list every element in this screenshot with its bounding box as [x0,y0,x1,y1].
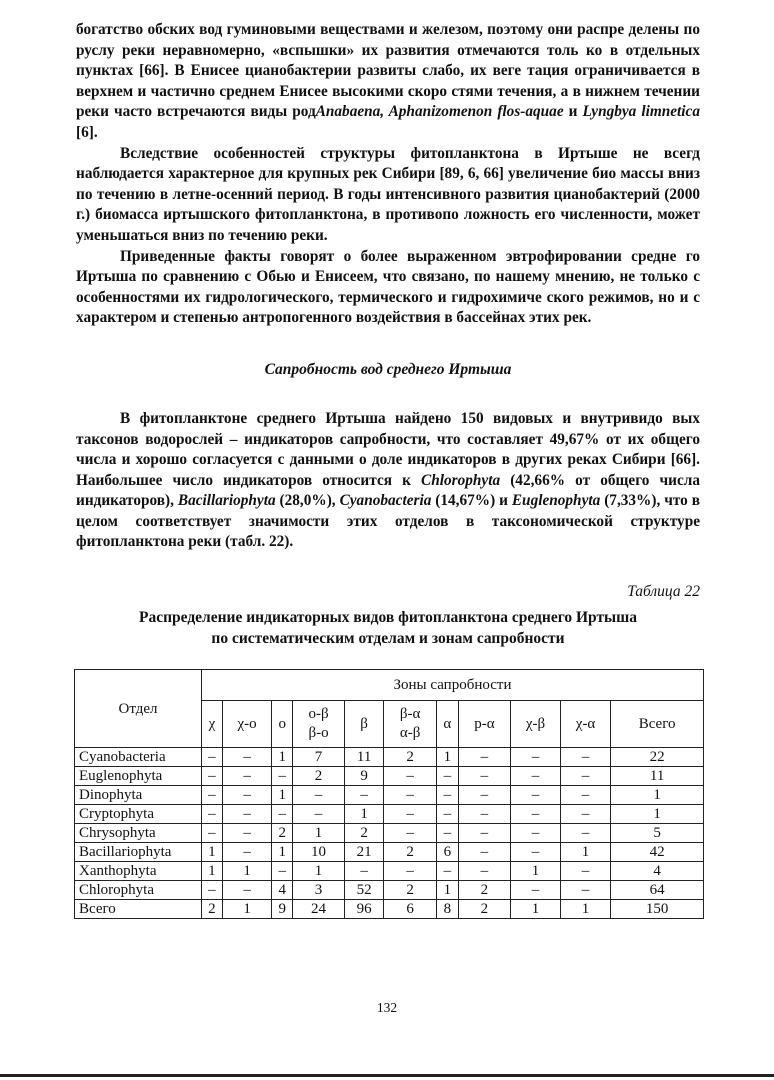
table-cell: – [511,843,561,862]
table-cell: – [222,824,271,843]
division-name-cell: Chrysophyta [75,824,202,843]
table-cell: 11 [344,748,383,767]
division-name-cell: Cyanobacteria [75,748,202,767]
table-row [75,786,704,805]
zone-header-line: о-β [308,706,329,723]
table-cell: – [560,805,610,824]
saprobity-table [74,669,704,919]
table-cell: 1 [344,805,383,824]
table-cell: – [458,824,510,843]
paragraph-4-text: (28,0%), [275,492,340,510]
table-row [75,843,704,862]
table-cell: – [458,786,510,805]
zone-header-cell [384,701,437,748]
table-cell: 9 [272,900,293,919]
table-cell: – [272,862,293,881]
division-name-cell: Всего [75,900,202,919]
page-number: 132 [376,1000,398,1015]
table-cell: 1 [293,824,345,843]
zone-header-cell [272,701,293,748]
paragraph-4 [76,409,700,553]
table-cell: 9 [344,767,383,786]
division-name-cell: Dinophyta [75,786,202,805]
table-cell: – [458,805,510,824]
table-cell: 1 [560,900,610,919]
division-name-cell: Xanthophyta [75,862,202,881]
table-cell: – [272,767,293,786]
species-name: Lyngbya limnetica [582,103,700,121]
table-cell: – [458,862,510,881]
table-cell: – [344,862,383,881]
table-cell: 64 [611,881,704,900]
table-cell: – [202,881,223,900]
table-cell: 42 [611,843,704,862]
table-cell: 8 [436,900,458,919]
table-body [75,748,704,919]
zone-header-cell [293,701,345,748]
division-name-cell: Chlorophyta [75,881,202,900]
zone-header-line: α-β [399,725,421,742]
table-cell: 6 [384,900,437,919]
table-cell: 2 [293,767,345,786]
species-name: Anabaena, Aphanizomenon flos-aquae [315,103,564,121]
table-cell: 2 [344,824,383,843]
table-cell: – [436,786,458,805]
table-cell: 1 [611,786,704,805]
table-cell: 1 [436,881,458,900]
zone-header-cell [458,701,510,748]
table-cell: – [436,862,458,881]
table-cell: – [293,786,345,805]
zone-header-line: β-о [308,725,329,742]
table-cell: 3 [293,881,345,900]
zone-header-line: р-α [474,715,495,732]
table-cell: 1 [293,862,345,881]
table-cell: 1 [611,805,704,824]
paragraph-4-text: В фитопланктоне среднего Иртыша найдено 150 видовых и внутривидо вых таксонов водорослей – индикаторов сапробности, что составляет 49,67% от их общего числа и хорошо согласуется с данными о доле индикаторов в других реках Сибири [66]. Наибольшее число индикаторов относится к [76,409,700,489]
table-caption [76,607,700,649]
table-cell: – [202,824,223,843]
zone-header-line: о [278,715,286,732]
table-row [75,805,704,824]
table-cell: – [560,881,610,900]
table-cell: – [344,786,383,805]
zone-header-cell [202,701,223,748]
table-row [75,748,704,767]
table-cell: – [202,805,223,824]
table-cell: 2 [458,900,510,919]
zone-header-cell [344,701,383,748]
table-cell: – [560,824,610,843]
table-cell: 1 [511,900,561,919]
table-cell: 5 [611,824,704,843]
table-row [75,767,704,786]
paragraph-1-text: богатство обских вод гуминовыми веществами и железом, поэтому они распре делены по руслу реки неравномерно, «вспышки» их развития отмечаются толь ко в отдельных пунктах [66]. В Енисее цианобактерии развиты слабо, их веге тация ограничивается в верхнем и частично среднем Енисее высокими скоро стями течения, а в нижнем течении реки часто встречаются виды род [76,21,700,121]
page-content [76,20,700,919]
table-cell: 6 [436,843,458,862]
zone-header-line: β-α [399,706,421,723]
table-cell: 2 [384,843,437,862]
paragraph-1-citation: [6]. [76,123,98,141]
table-cell: – [511,767,561,786]
paragraph-4-text: (14,67%) и [431,492,512,510]
table-cell: – [560,862,610,881]
table-caption-line: по систематическим отделам и зонам сапробности [211,630,565,648]
table-cell: 22 [611,748,704,767]
paragraph-2: Вследствие особенностей структуры фитопланктона в Иртыше не всегд наблюдается характерное для крупных рек Сибири [89, 6, 66] увеличение био массы вниз по течению в летне-осенний период. В годы интенсивного развития цианобактерий (2000 г.) биомасса иртышского фитопланктона, в противопо ложность его численности, может уменьшаться вниз по течению реки. [76,144,700,244]
division-name-cell: Cryptophyta [75,805,202,824]
table-cell: – [511,786,561,805]
table-cell: – [202,786,223,805]
taxon-name: Euglenophyta [511,492,601,510]
table-cell: 1 [272,843,293,862]
table-cell: 21 [344,843,383,862]
zone-header-cell [611,701,704,748]
table-cell: – [272,805,293,824]
table-cell: – [384,862,437,881]
paragraph-1-connector: и [563,103,583,121]
table-cell: 1 [202,862,223,881]
table-cell: 1 [222,862,271,881]
table-cell: 4 [611,862,704,881]
table-cell: 1 [272,748,293,767]
table-cell: 2 [384,881,437,900]
table-cell: 1 [272,786,293,805]
zone-header-cell [560,701,610,748]
zone-header-cell [436,701,458,748]
bottom-rule [0,1074,774,1077]
table-cell: – [384,786,437,805]
table-row [75,824,704,843]
table-cell: – [458,843,510,862]
table-cell: – [511,805,561,824]
zone-header-line: β [360,715,368,732]
zone-header-line: χ-β [525,715,546,732]
table-cell: – [511,748,561,767]
table-cell: – [560,767,610,786]
table-cell: – [436,767,458,786]
table-row [75,900,704,919]
table-cell: – [511,824,561,843]
table-cell: 150 [611,900,704,919]
table-cell: – [384,767,437,786]
table-cell: – [458,767,510,786]
table-cell: 2 [384,748,437,767]
table-row [75,881,704,900]
table-label: Таблица 22 [627,583,700,601]
table-cell: 1 [222,900,271,919]
table-cell: – [560,786,610,805]
table-cell: 2 [202,900,223,919]
table-cell: 11 [611,767,704,786]
section-title: Сапробность вод среднего Иртыша [264,360,512,378]
table-cell: – [384,824,437,843]
zone-header-cell [222,701,271,748]
division-name-cell: Bacillariophyta [75,843,202,862]
table-cell: 7 [293,748,345,767]
table-cell: – [222,805,271,824]
table-cell: 4 [272,881,293,900]
table-cell: – [222,748,271,767]
zone-header-line: χ-о [237,715,257,732]
table-cell: – [222,767,271,786]
zone-header-cell [511,701,561,748]
paragraph-3: Приведенные факты говорят о более выраженном эвтрофировании средне го Иртыша по сравнению с Обью и Енисеем, что связано, по нашему мнению, не только с особенностями их гидрологического, термического и гидрохимиче ского режимов, но и с характером и степенью антропогенного воздействия в бассейнах этих рек. [76,247,700,327]
table-cell: – [436,805,458,824]
table-cell: 1 [436,748,458,767]
table-cell: – [560,748,610,767]
table-cell: 52 [344,881,383,900]
table-cell: – [511,881,561,900]
table-cell: 2 [272,824,293,843]
paragraph-1 [76,20,700,144]
zone-header-line: Всего [638,715,676,732]
table-cell: – [293,805,345,824]
taxon-name: Bacillariophyta [177,492,276,510]
paragraph-4-text: (7,33%), что в целом соответствует значимости этих отделов в таксономической структуре фитопланктона реки (табл. 22). [76,492,700,551]
table-cell: 2 [458,881,510,900]
header-zones: Зоны сапробности [202,670,704,701]
table-cell: – [222,843,271,862]
header-division: Отдел [75,670,202,748]
table-cell: – [384,805,437,824]
zone-header-line: χ-α [575,715,596,732]
table-cell: 1 [202,843,223,862]
table-cell: 24 [293,900,345,919]
table-cell: – [458,748,510,767]
taxon-name: Chlorophyta [421,471,501,489]
table-cell: 96 [344,900,383,919]
taxon-name: Cyanobacteria [339,492,432,510]
table-cell: – [436,824,458,843]
table-cell: 1 [511,862,561,881]
table-cell: 10 [293,843,345,862]
paragraph-4-text: (42,66% от общего числа индикаторов), [76,471,700,510]
zone-header-line: α [443,715,452,732]
table-cell: – [202,748,223,767]
table-cell: – [222,786,271,805]
table-caption-line: Распределение индикаторных видов фитопланктона среднего Иртыша [139,609,637,627]
table-cell: – [222,881,271,900]
division-name-cell: Euglenophyta [75,767,202,786]
table-row [75,862,704,881]
table-cell: – [202,767,223,786]
zone-header-line: χ [208,715,216,732]
table-cell: 1 [560,843,610,862]
